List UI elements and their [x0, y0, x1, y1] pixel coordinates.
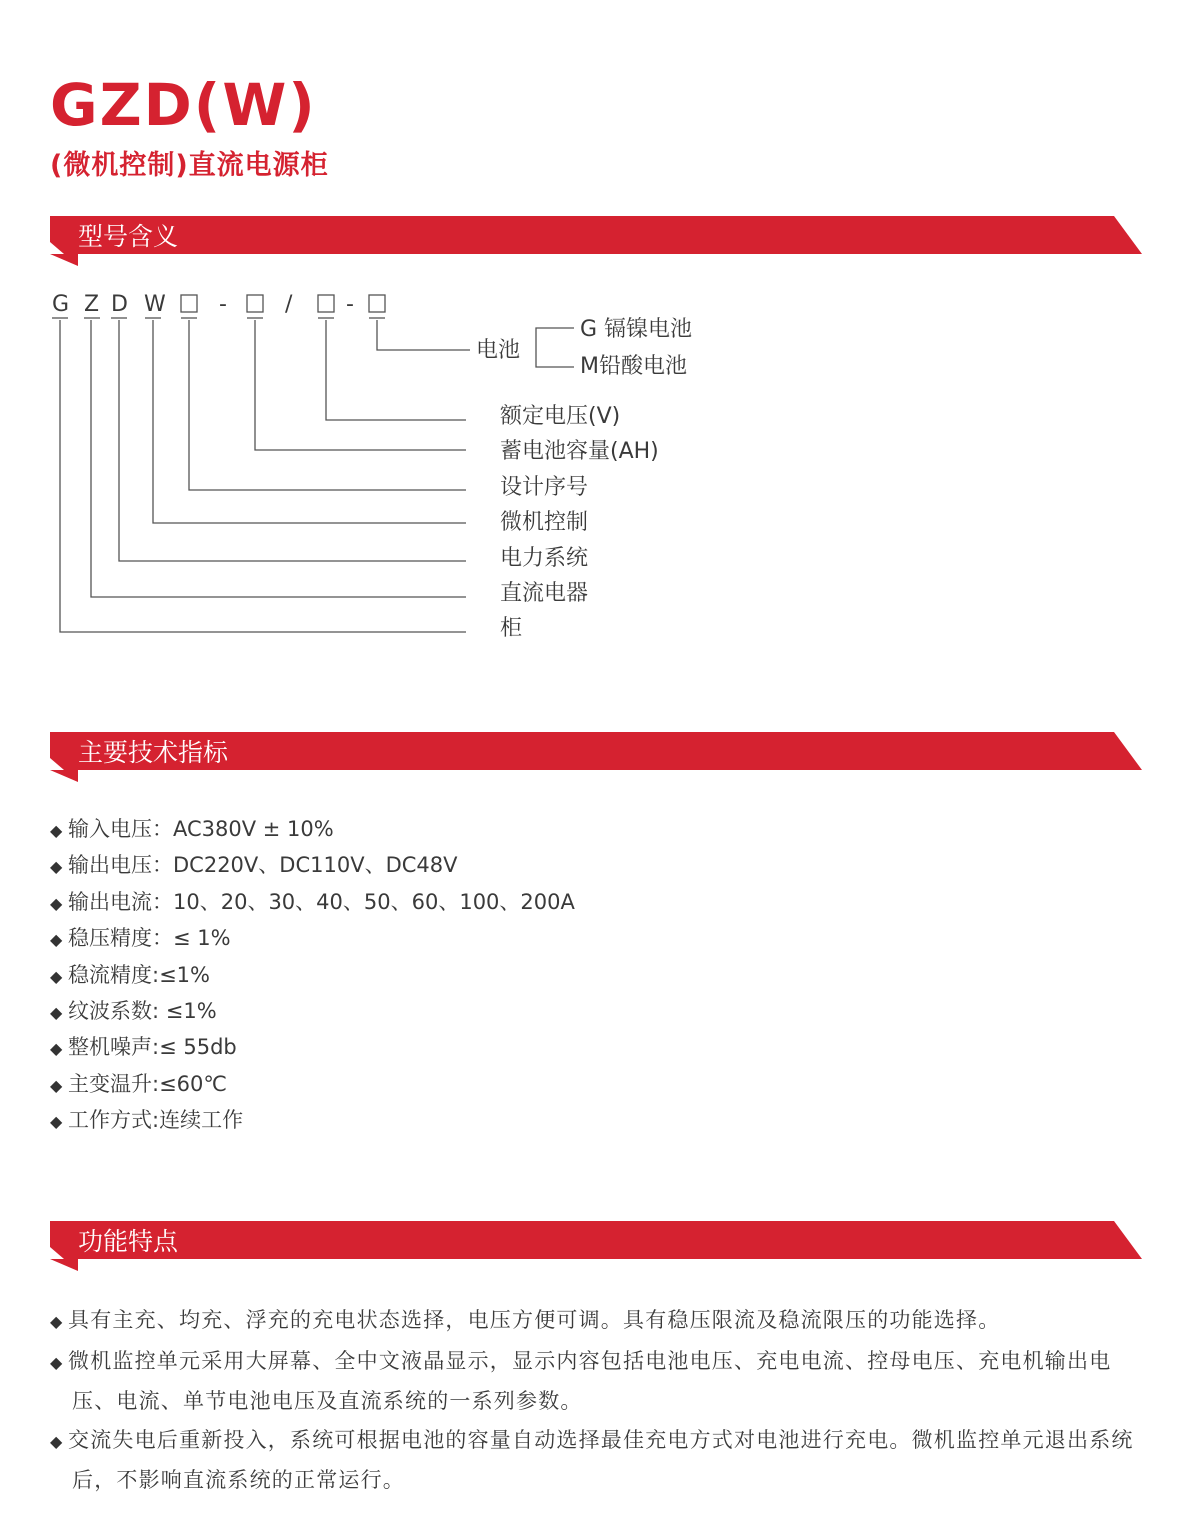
list-item: ◆ 纹波系数: ≤1% [50, 994, 575, 1030]
diamond-bullet-icon: ◆ [50, 857, 63, 877]
diamond-bullet-icon: ◆ [50, 893, 63, 913]
section-title: 功能特点 [78, 1227, 179, 1256]
diamond-bullet-icon: ◆ [50, 821, 63, 840]
battery-option-lead-acid: M铅酸电池 [580, 354, 687, 379]
section-banner-specs [50, 732, 1142, 784]
diamond-bullet-icon: ◆ [50, 1003, 63, 1023]
code-letter-d: D [111, 292, 128, 317]
diamond-bullet-icon: ◆ [50, 1075, 63, 1095]
code-slash: / [285, 292, 293, 317]
legend-rated-voltage: 额定电压(V) [500, 404, 621, 429]
section-title: 主要技术指标 [78, 738, 229, 767]
diamond-bullet-icon: ◆ [50, 966, 63, 986]
page-title: GZD(W) [50, 71, 317, 139]
legend-cabinet: 柜 [500, 616, 523, 641]
list-item: ◆ 具有主充、均充、浮充的充电状态选择，电压方便可调。具有稳压限流及稳流限压的功能选择。 [50, 1301, 1145, 1342]
section-title: 型号含义 [78, 222, 179, 251]
feature-list [50, 1301, 1145, 1500]
section-banner-features [50, 1221, 1142, 1273]
battery-option-nicd: G 镉镍电池 [580, 317, 693, 342]
code-letter-g: G [52, 292, 70, 317]
spec-list [50, 812, 575, 1140]
legend-dc-apparatus: 直流电器 [500, 581, 589, 606]
code-dash-2: - [346, 292, 354, 317]
list-item: ◆ 输出电流：10、20、30、40、50、60、100、200A [50, 885, 575, 921]
code-box-2 [247, 295, 263, 312]
diamond-bullet-icon: ◆ [50, 1431, 64, 1451]
list-item: ◆ 输入电压：AC380V ± 10% [50, 812, 575, 848]
code-box-4 [369, 295, 385, 312]
diamond-bullet-icon: ◆ [50, 1312, 64, 1331]
legend-design-number: 设计序号 [500, 475, 589, 500]
diamond-bullet-icon: ◆ [50, 1352, 64, 1372]
list-item: ◆ 整机噪声:≤ 55db [50, 1030, 575, 1066]
battery-label: 电池 [476, 338, 521, 363]
code-dash-1: - [219, 292, 227, 317]
legend-microcomputer-control: 微机控制 [500, 510, 589, 535]
code-letter-z: Z [84, 292, 100, 317]
code-letter-w: W [144, 292, 166, 317]
list-item: ◆ 主变温升:≤60℃ [50, 1067, 575, 1103]
diamond-bullet-icon: ◆ [50, 1112, 63, 1132]
list-item: ◆ 微机监控单元采用大屏幕、全中文液晶显示，显示内容包括电池电压、充电电流、控母电压、充电机输出电压、电流、单节电池电压及直流系统的一系列参数。 [50, 1342, 1145, 1421]
code-box-3 [318, 295, 334, 312]
legend-battery-capacity: 蓄电池容量(AH) [500, 439, 659, 464]
legend-power-system: 电力系统 [500, 546, 589, 571]
list-item: ◆ 稳压精度：≤ 1% [50, 921, 575, 957]
list-item: ◆ 输出电压：DC220V、DC110V、DC48V [50, 848, 575, 884]
diamond-bullet-icon: ◆ [50, 930, 63, 950]
list-item: ◆ 工作方式:连续工作 [50, 1103, 575, 1139]
diagram-lines [0, 0, 1200, 700]
diamond-bullet-icon: ◆ [50, 1039, 63, 1059]
banner-shape [50, 1221, 1142, 1273]
code-box-1 [181, 295, 197, 312]
list-item: ◆ 稳流精度:≤1% [50, 958, 575, 994]
page-subtitle: (微机控制)直流电源柜 [50, 150, 329, 181]
list-item: ◆ 交流失电后重新投入，系统可根据电池的容量自动选择最佳充电方式对电池进行充电。微机监控单元退出系统后，不影响直流系统的正常运行。 [50, 1421, 1145, 1500]
